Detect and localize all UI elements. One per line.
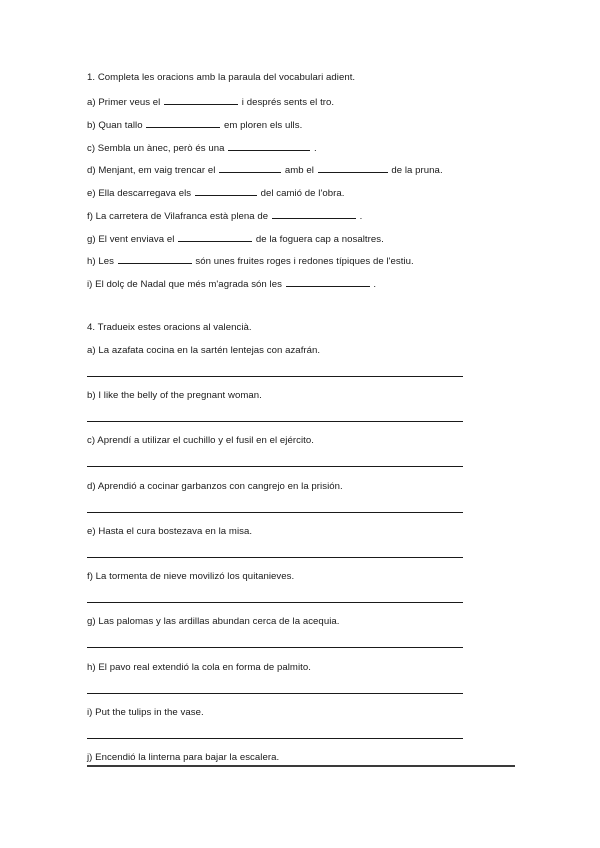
- text-part: del camió de l'obra.: [260, 188, 345, 199]
- text-part: de la foguera cap a nosaltres.: [255, 234, 384, 245]
- text-part: .: [313, 143, 317, 154]
- exercise-4d: d) Aprendió a cocinar garbanzos con cangrejo en la prisión.: [87, 481, 343, 492]
- exercise-4g: g) Las palomas y las ardillas abundan cerca de la acequia.: [87, 616, 340, 627]
- answer-blank[interactable]: [286, 277, 370, 287]
- answer-line[interactable]: [87, 376, 463, 377]
- answer-line[interactable]: [87, 602, 463, 603]
- exercise-4c: c) Aprendí a utilizar el cuchillo y el fusil en el ejército.: [87, 435, 314, 446]
- exercise-1a: [87, 95, 334, 109]
- answer-blank[interactable]: [272, 209, 356, 219]
- answer-blank[interactable]: [178, 232, 252, 242]
- text-part: c) Sembla un ànec, però és una: [87, 143, 225, 154]
- footer-rule: [87, 765, 515, 767]
- section4-heading: 4. Tradueix estes oracions al valencià.: [87, 322, 252, 333]
- answer-line[interactable]: [87, 421, 463, 422]
- answer-line[interactable]: [87, 512, 463, 513]
- exercise-4f: f) La tormenta de nieve movilizó los quitanieves.: [87, 571, 295, 582]
- exercise-1f: [87, 209, 362, 223]
- exercise-1h: [87, 254, 414, 268]
- answer-line[interactable]: [87, 738, 463, 739]
- section1-heading: 1. Completa les oracions amb la paraula del vocabulari adient.: [87, 72, 356, 83]
- answer-line[interactable]: [87, 647, 463, 648]
- exercise-4b: b) I like the belly of the pregnant woman.: [87, 390, 262, 401]
- text-part: de la pruna.: [391, 165, 443, 176]
- text-part: d) Menjant, em vaig trencar el: [87, 165, 216, 176]
- answer-blank[interactable]: [228, 141, 310, 151]
- text-part: amb el: [284, 165, 314, 176]
- answer-blank[interactable]: [219, 163, 281, 173]
- answer-line[interactable]: [87, 466, 463, 467]
- exercise-1c: [87, 141, 317, 155]
- text-part: b) Quan tallo: [87, 120, 143, 131]
- answer-line[interactable]: [87, 557, 463, 558]
- text-part: .: [359, 211, 363, 222]
- exercise-1g: [87, 232, 384, 246]
- exercise-4e: e) Hasta el cura bostezava en la misa.: [87, 526, 253, 537]
- exercise-1e: [87, 186, 344, 200]
- answer-blank[interactable]: [164, 95, 238, 105]
- text-part: g) El vent enviava el: [87, 234, 175, 245]
- text-part: e) Ella descarregava els: [87, 188, 192, 199]
- exercise-4j: j) Encendió la linterna para bajar la escalera.: [87, 752, 280, 763]
- text-part: i després sents el tro.: [241, 97, 335, 108]
- text-part: a) Primer veus el: [87, 97, 161, 108]
- exercise-1i: [87, 277, 376, 291]
- exercise-4a: a) La azafata cocina en la sartén lentejas con azafrán.: [87, 345, 321, 356]
- text-part: em ploren els ulls.: [224, 120, 303, 131]
- answer-blank[interactable]: [195, 186, 257, 196]
- text-part: i) El dolç de Nadal que més m'agrada són les: [87, 279, 282, 290]
- exercise-1b: [87, 118, 302, 132]
- answer-blank[interactable]: [318, 163, 388, 173]
- text-part: h) Les: [87, 256, 114, 267]
- text-part: són unes fruites roges i redones típiques de l'estiu.: [195, 256, 414, 267]
- answer-blank[interactable]: [118, 254, 192, 264]
- answer-blank[interactable]: [146, 118, 220, 128]
- text-part: .: [373, 279, 377, 290]
- exercise-4h: h) El pavo real extendió la cola en forma de palmito.: [87, 662, 311, 673]
- exercise-1d: [87, 163, 443, 177]
- text-part: f) La carretera de Vilafranca està plena de: [87, 211, 269, 222]
- answer-line[interactable]: [87, 693, 463, 694]
- exercise-4i: i) Put the tulips in the vase.: [87, 707, 204, 718]
